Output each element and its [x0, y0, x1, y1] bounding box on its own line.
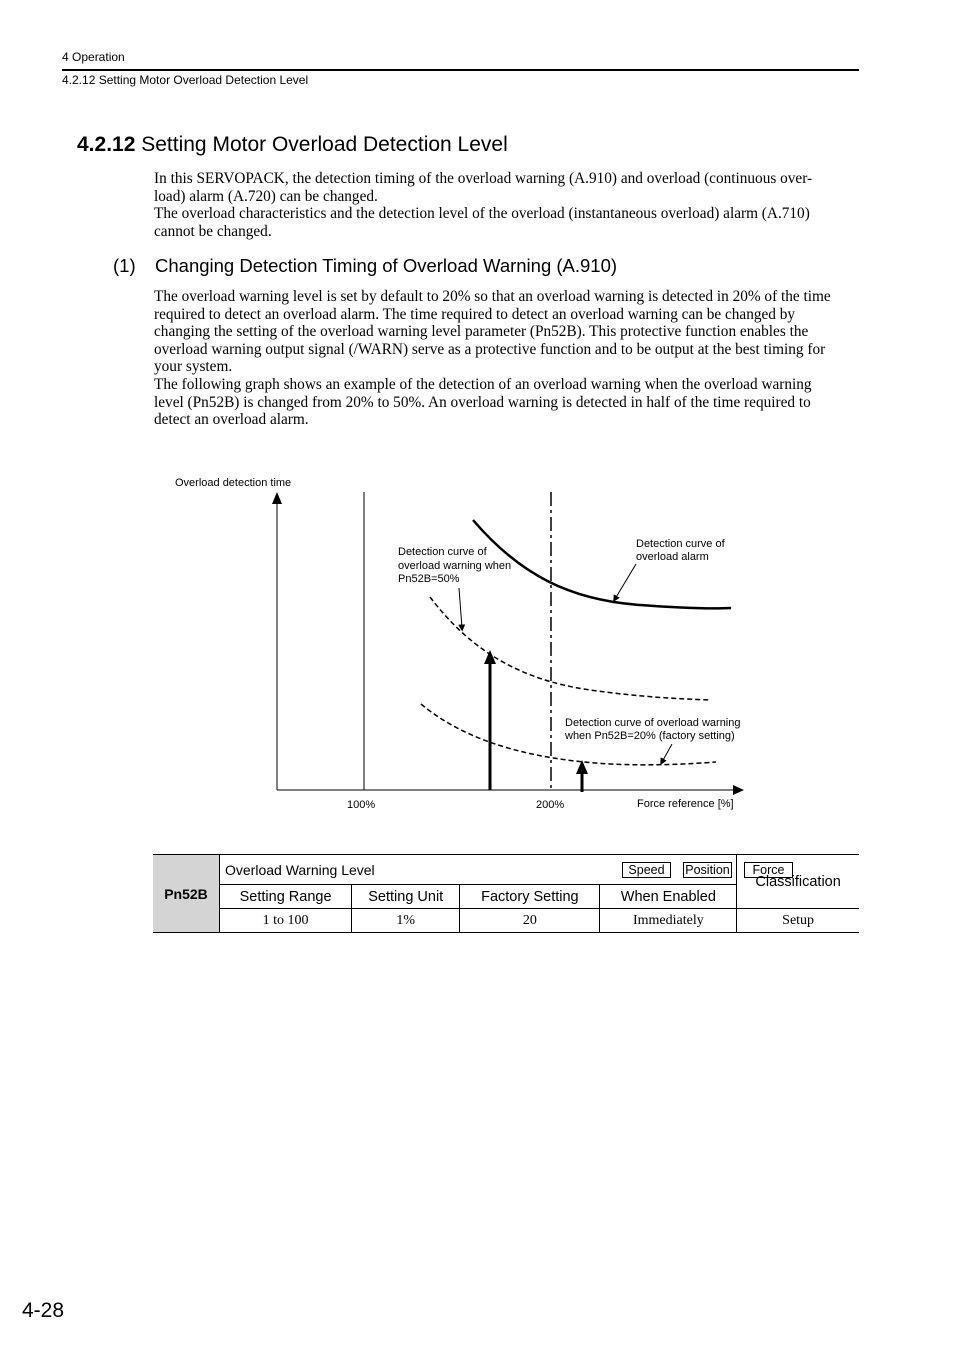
- warning-20-label: Detection curve of overload warning: [565, 717, 741, 729]
- body-line: detect an overload alarm.: [154, 411, 309, 429]
- warning-50-label: Pn52B=50%: [398, 573, 460, 585]
- body-line: your system.: [154, 358, 233, 376]
- tag-position: Position: [683, 862, 732, 878]
- header-factory-setting: Factory Setting: [460, 885, 600, 909]
- y-axis-label: Overload detection time: [175, 477, 292, 489]
- subsection-number: (1): [113, 255, 136, 276]
- alarm-leader: [615, 564, 636, 599]
- body-line: overload warning output signal (/WARN) serve as a protective function and to be output at the best timing for: [154, 340, 826, 358]
- x-axis-arrowhead: [733, 785, 744, 795]
- body-line: The overload warning level is set by default to 20% so that an overload warning is detected in 20% of the time: [154, 288, 831, 305]
- tag-speed: Speed: [622, 862, 671, 878]
- alarm-curve-label: overload alarm: [636, 551, 709, 563]
- y-axis-arrowhead: [272, 492, 282, 504]
- intro-line: load) alarm (A.720) can be changed.: [154, 187, 378, 205]
- body-line: changing the setting of the overload warning level parameter (Pn52B). This protective function enables the: [154, 323, 809, 341]
- intro-line: The overload characteristics and the detection level of the overload (instantaneous overload) alarm (A.710): [154, 205, 810, 223]
- param-name: Overload Warning Level: [225, 861, 375, 878]
- body-line: The following graph shows an example of the detection of an overload warning when the overload warning: [154, 375, 812, 393]
- x-tick-label: 200%: [536, 799, 565, 811]
- warning-50-label: Detection curve of: [398, 546, 487, 558]
- warning-50-leader: [459, 588, 462, 628]
- tag-force: Force: [744, 862, 793, 878]
- warning-20-leader: [662, 744, 672, 762]
- alarm-curve-label: Detection curve of: [636, 538, 725, 550]
- body-line: level (Pn52B) is changed from 20% to 50%. An overload warning is detected in half of the time required to: [154, 393, 811, 411]
- page-number: 4-28: [22, 1299, 65, 1322]
- x-axis-label: Force reference [%]: [637, 798, 734, 810]
- body-line: required to detect an overload alarm. The time required to detect an overload warning can be changed by: [154, 305, 796, 323]
- value-setting-unit: 1%: [352, 909, 460, 933]
- warning-50-curve: [430, 597, 711, 700]
- x-tick-label: 100%: [347, 799, 376, 811]
- section-number: 4.2.12: [77, 133, 136, 156]
- parameter-table: [153, 854, 859, 933]
- header-chapter: 4 Operation: [62, 50, 125, 64]
- classification-header: Classification: [737, 855, 859, 909]
- warning-20-label: when Pn52B=20% (factory setting): [565, 730, 735, 742]
- warning-50-label: overload warning when: [398, 560, 512, 572]
- header-setting-unit: Setting Unit: [352, 885, 460, 909]
- value-when-enabled: Immediately: [600, 909, 737, 933]
- header-setting-range: Setting Range: [220, 885, 352, 909]
- value-factory-setting: 20: [460, 909, 600, 933]
- intro-line: In this SERVOPACK, the detection timing of the overload warning (A.910) and overload (continuous over-: [154, 170, 813, 187]
- intro-line: cannot be changed.: [154, 222, 272, 240]
- value-classification: Setup: [737, 909, 859, 933]
- value-setting-range: 1 to 100: [220, 909, 352, 933]
- section-title: Setting Motor Overload Detection Level: [141, 133, 508, 156]
- alarm-curve: [473, 520, 731, 608]
- subsection-title: Changing Detection Timing of Overload Warning (A.910): [155, 255, 618, 276]
- param-number: Pn52B: [153, 855, 220, 933]
- header-when-enabled: When Enabled: [600, 885, 737, 909]
- header-section: 4.2.12 Setting Motor Overload Detection Level: [62, 73, 309, 87]
- param-name-cell: [220, 855, 785, 885]
